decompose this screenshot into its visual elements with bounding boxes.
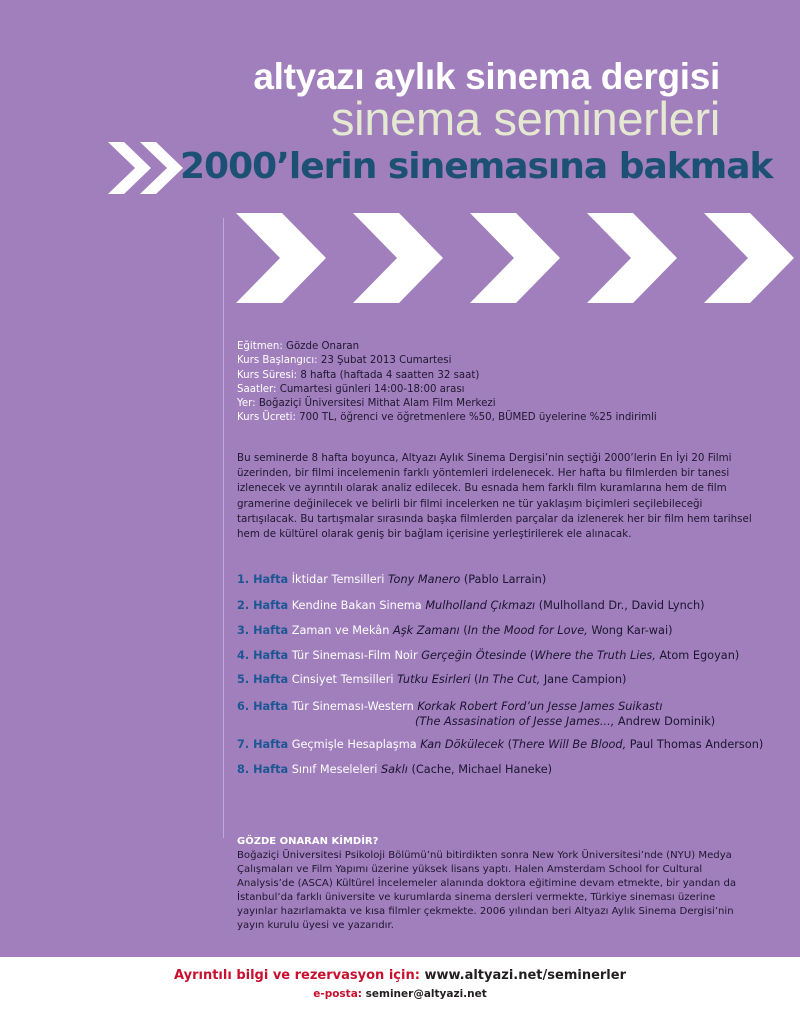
week-number: 5. Hafta (237, 673, 289, 686)
double-chevron-icon (108, 142, 183, 194)
week-item (237, 573, 546, 586)
chevron-shape (236, 213, 326, 303)
week-details: ( (526, 649, 535, 662)
week-item (237, 649, 739, 662)
week-film: Korkak Robert Ford’un Jesse James Suikastı (417, 700, 663, 713)
week-film: Saklı (380, 763, 408, 776)
week-details: ( (504, 738, 513, 751)
info-row-duration (237, 369, 657, 383)
info-value: 700 TL, öğrenci ve öğretmenlere %50, BÜMED üyelerine %25 indirimli (295, 412, 657, 424)
week-director: Paul Thomas Anderson) (626, 738, 764, 751)
info-label: Kurs Başlangıcı: (237, 355, 318, 367)
chevron-shape (587, 213, 677, 303)
footer-email-line (0, 988, 800, 1000)
info-row-hours (237, 383, 657, 397)
series-title: sinema seminerleri (330, 92, 720, 145)
week-item (237, 700, 715, 728)
week-director: Atom Egoyan) (655, 649, 740, 662)
week-details: ( (459, 624, 468, 637)
info-row-fee (237, 411, 657, 425)
week-film: Tutku Esirleri (397, 673, 471, 686)
info-value: 23 Şubat 2013 Cumartesi (317, 355, 452, 367)
info-label: Yer: (237, 398, 256, 410)
week-number: 1. Hafta (237, 573, 289, 586)
week-second-line (237, 715, 715, 728)
week-topic: Cinsiyet Temsilleri (291, 673, 394, 686)
bio-heading: GÖZDE ONARAN KİMDİR? (237, 836, 379, 847)
week-director: Andrew Dominik) (614, 715, 716, 728)
magazine-title: altyazı aylık sinema dergisi (253, 56, 720, 97)
info-label: Eğitmen: (237, 341, 283, 352)
week-film: Gerçeğin Ötesinde (421, 649, 527, 662)
website-link[interactable]: www.altyazi.net/seminerler (424, 968, 626, 983)
course-info (237, 340, 657, 426)
week-number: 8. Hafta (237, 763, 289, 776)
info-label: Kurs Ücreti: (237, 412, 296, 424)
info-row-instructor (237, 340, 657, 354)
vertical-rule (223, 218, 224, 838)
week-details: (Mulholland Dr., David Lynch) (535, 599, 705, 612)
week-item (237, 599, 705, 612)
email-link[interactable]: seminer@altyazi.net (365, 988, 487, 1000)
week-director: Jane Campion) (540, 673, 627, 686)
info-row-start (237, 354, 657, 368)
week-number: 7. Hafta (237, 738, 289, 751)
week-details: (Pablo Larrain) (460, 573, 547, 586)
info-value: Boğaziçi Üniversitesi Mithat Alam Film Merkezi (255, 398, 496, 410)
week-item (237, 763, 552, 776)
week-topic: Sınıf Meseleleri (291, 763, 378, 776)
chevron-row-icon (236, 213, 794, 303)
week-details: ( (470, 673, 479, 686)
week-original-title: In the Mood for Love, (467, 624, 588, 637)
week-topic: İktidar Temsilleri (291, 573, 385, 586)
week-topic: Zaman ve Mekân (291, 624, 390, 637)
week-topic: Kendine Bakan Sinema (291, 599, 422, 612)
week-topic: Tür Sineması-Western (291, 700, 414, 713)
week-details: (Cache, Michael Haneke) (407, 763, 553, 776)
week-item (237, 624, 673, 637)
week-film: Tony Manero (388, 573, 461, 586)
info-value: Gözde Onaran (282, 341, 360, 352)
footer-info-line (0, 968, 800, 983)
week-number: 4. Hafta (237, 649, 289, 662)
week-director: Wong Kar-wai) (587, 624, 673, 637)
chevron-shape (470, 213, 560, 303)
week-number: 2. Hafta (237, 599, 289, 612)
footer (0, 957, 800, 1015)
email-label: e-posta: (313, 988, 362, 1000)
week-number: 3. Hafta (237, 624, 289, 637)
info-row-location (237, 397, 657, 411)
week-item (237, 673, 626, 686)
seminar-description: Bu seminerde 8 hafta boyunca, Altyazı Aylık Sinema Dergisi’nin seçtiği 2000’lerin En İyi 20 Filmi üzerinden, bir filmi incelemenin farklı yöntemleri irdelenecek. Her hafta bu filmlerden bir tanesi izlenecek ve ayrıntılı olarak analiz edilecek. Bu esnada hem farklı film kuramlarına hem de film gramerine değinilecek ve belirli bir filmi incelerken ne tür yaklaşım biçimleri seçilebileceği tartışılacak. Bu tartışmalar sırasında başka filmlerden parçalar da izlenerek her bir film hem tarihsel hem de kültürel olarak geniş bir bağlam içerisine yerleştirilerek ele alınacak. (237, 452, 752, 541)
week-item (237, 738, 763, 751)
week-original-title: Where the Truth Lies, (534, 649, 656, 662)
week-original-title: There Will Be Blood, (512, 738, 627, 751)
info-value: 8 hafta (haftada 4 saatten 32 saat) (297, 369, 480, 381)
week-film: Aşk Zamanı (393, 624, 460, 637)
week-topic: Tür Sineması-Film Noir (291, 649, 418, 662)
footer-info-label: Ayrıntılı bilgi ve rezervasyon için: (174, 968, 420, 983)
seminar-title: 2000’lerin sinemasına bakmak (180, 146, 773, 187)
week-film: Kan Dökülecek (420, 738, 505, 751)
bio-text: Boğaziçi Üniversitesi Psikoloji Bölümü’nü bitirdikten sonra New York Üniversitesi’nde (NYU) Medya Çalışmaları ve Film Yapımı üzerine yüksek lisans yaptı. Halen Amsterdam School for Cultural Analysis’de (ASCA) Kültürel İncelemeler alanında doktora eğitimine devam etmekte, bir yandan da İstanbul’da farklı üniversite ve kurumlarda sinema dersleri vermekte, Türkiye sineması üzerine yayınlar hazırlamakta ve kısa filmler çekmekte. 2006 yılından beri Altyazı Aylık Sinema Dergisi’nin yayın kurulu üyesi ve yazarıdır. (237, 850, 737, 931)
chevron-shape (353, 213, 443, 303)
week-original-title: (The Assasination of Jesse James..., (415, 715, 615, 728)
chevron-shape (704, 213, 794, 303)
info-value: Cumartesi günleri 14:00-18:00 arası (276, 383, 465, 395)
week-topic: Geçmişle Hesaplaşma (291, 738, 417, 751)
info-label: Kurs Süresi: (237, 369, 298, 381)
week-number: 6. Hafta (237, 700, 289, 713)
info-label: Saatler: (237, 383, 277, 395)
week-original-title: In The Cut, (478, 673, 541, 686)
week-film: Mulholland Çıkmazı (425, 599, 536, 612)
